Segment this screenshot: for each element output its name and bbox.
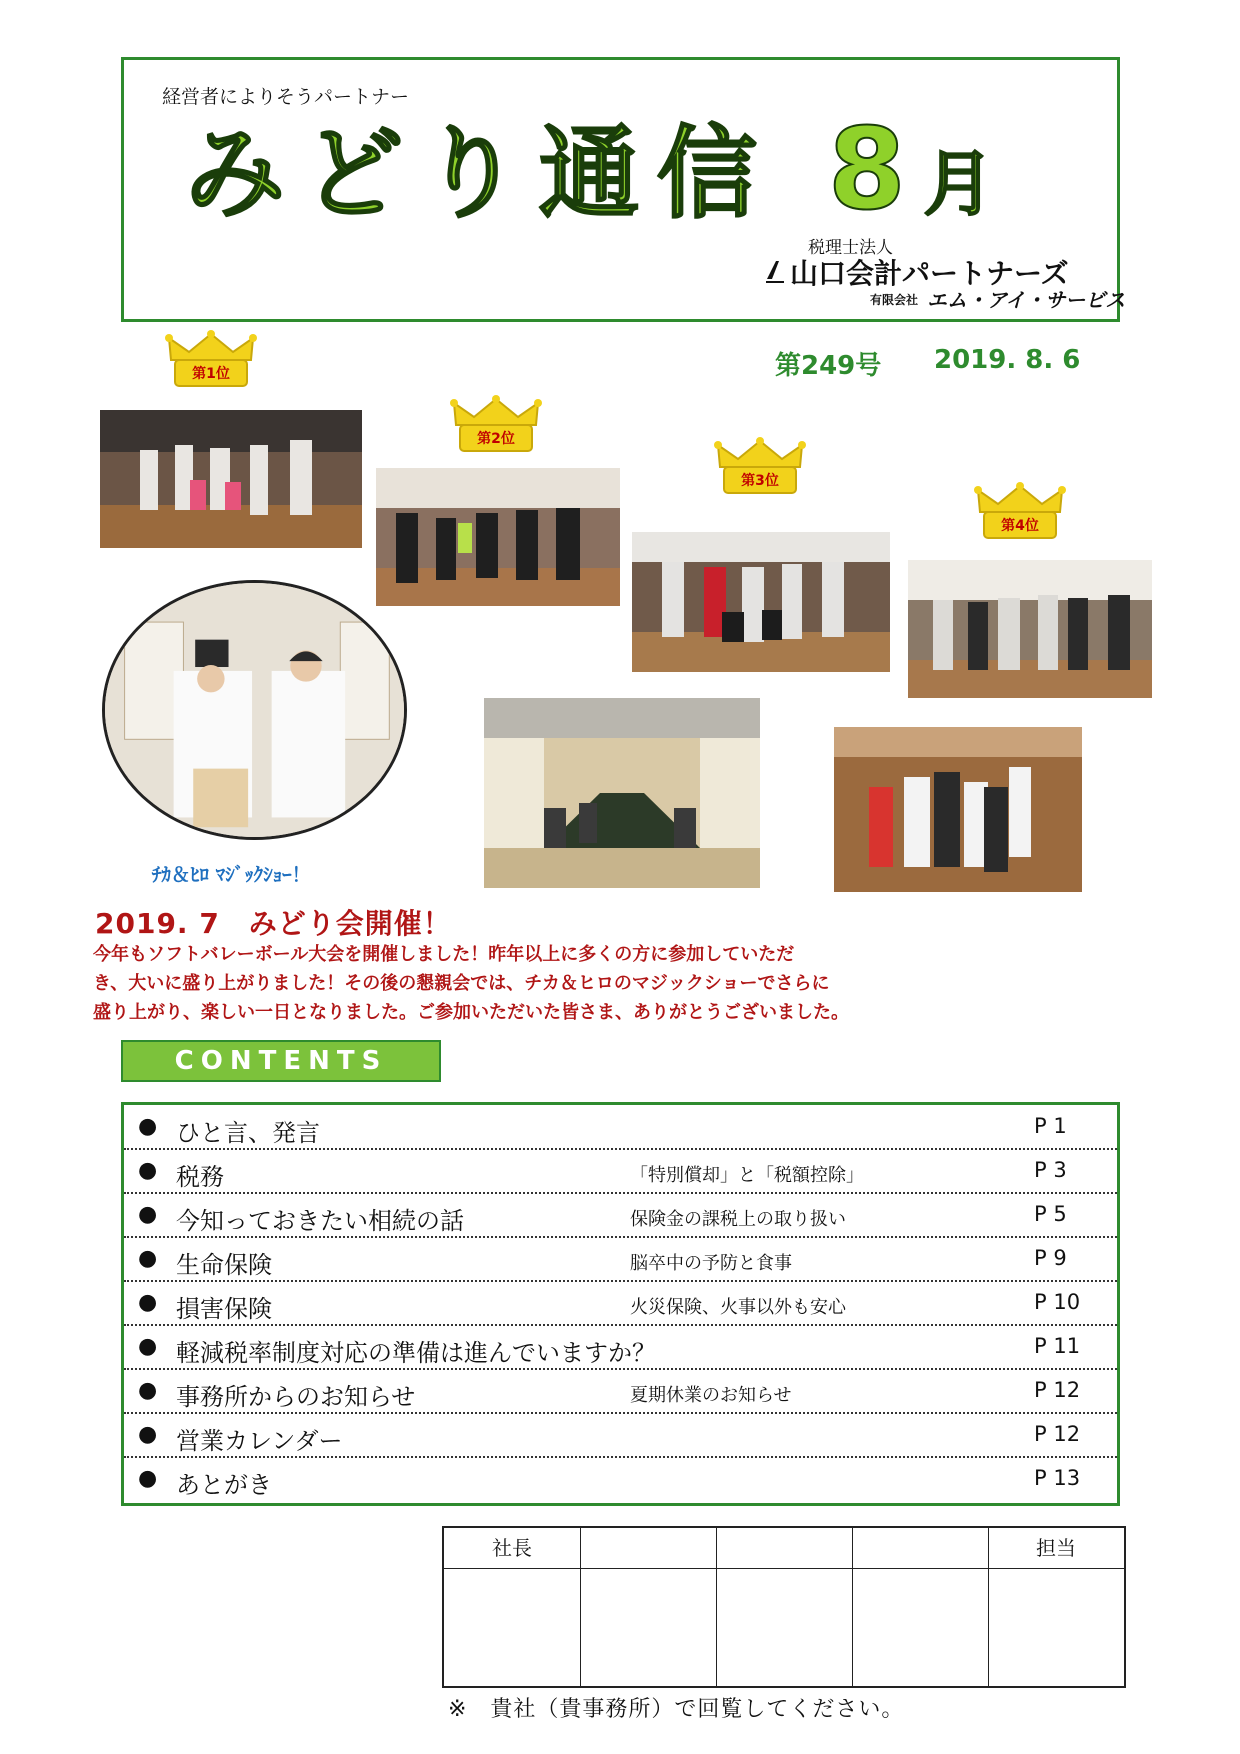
toc-page: P 5 [1034, 1202, 1067, 1226]
event-title: 2019. 7 みどり会開催！ [95, 907, 452, 940]
toc-title: 損害保険 [176, 1295, 272, 1323]
crown-rank-1 [165, 330, 257, 390]
photo-rank-4-team [908, 560, 1152, 698]
bullet-icon: ● [138, 1114, 158, 1139]
company-name: 山口会計パートナーズ [790, 257, 1069, 290]
toc-page: P 13 [1034, 1466, 1081, 1490]
toc-title: ひと言、発言 [176, 1119, 320, 1147]
event-line: き、大いに盛り上がりました！その後の懇親会では、チカ＆ヒロのマジックショーでさらに [93, 973, 830, 994]
toc-row [124, 1369, 1117, 1413]
company-logo-icon [764, 257, 786, 283]
toc-title: 今知っておきたい相続の話 [176, 1207, 464, 1235]
toc-row [124, 1457, 1117, 1501]
bullet-icon: ● [138, 1422, 158, 1447]
toc-subtitle: 火災保険、火事以外も安心 [630, 1297, 846, 1318]
event-line: 今年もソフトバレーボール大会を開催しました！昨年以上に多くの方に参加していただ [93, 944, 795, 965]
toc-title: 軽減税率制度対応の準備は進んでいますか？ [176, 1339, 656, 1367]
bullet-icon: ● [138, 1202, 158, 1227]
bullet-icon: ● [138, 1246, 158, 1271]
photo-magic-show [102, 580, 407, 840]
table-of-contents [121, 1102, 1120, 1506]
event-description [93, 940, 913, 1027]
toc-page: P 12 [1034, 1378, 1081, 1402]
rank-label: 第1位 [192, 366, 230, 382]
photo-rank-2-team [376, 468, 620, 606]
toc-page: P 1 [1034, 1114, 1067, 1138]
photo-rank-3-team [632, 532, 890, 672]
toc-subtitle: 保険金の課税上の取り扱い [630, 1209, 846, 1230]
crown-rank-4 [974, 482, 1066, 542]
toc-page: P 12 [1034, 1422, 1081, 1446]
toc-row [124, 1149, 1117, 1193]
toc-row [124, 1105, 1117, 1149]
toc-subtitle: 脳卒中の予防と食事 [630, 1253, 792, 1274]
toc-subtitle: 「特別償却」と「税額控除」 [630, 1165, 864, 1186]
photo-games [834, 727, 1082, 892]
subsidiary-type: 有限会社 [870, 293, 919, 307]
toc-row [124, 1413, 1117, 1457]
magic-show-caption: ﾁｶ＆ﾋﾛ ﾏｼﾞｯｸｼｮｰ！ [152, 864, 311, 886]
tagline: 経営者によりそうパートナー [162, 86, 410, 108]
toc-title: 生命保険 [176, 1251, 272, 1279]
circulation-note: ※ 貴社（貴事務所）で回覧してください。 [448, 1697, 905, 1722]
bullet-icon: ● [138, 1334, 158, 1359]
event-line: 盛り上がり、楽しい一日となりました。ご参加いただいた皆さま、ありがとうございました。 [93, 1002, 849, 1023]
rank-label: 第2位 [477, 431, 515, 447]
toc-title: 営業カレンダー [176, 1427, 343, 1455]
toc-row [124, 1281, 1117, 1325]
approval-stamp-table [442, 1526, 1126, 1688]
rank-label: 第4位 [1001, 518, 1039, 534]
stamp-cell[interactable] [852, 1528, 989, 1686]
stamp-header-staff: 担当 [1036, 1536, 1076, 1560]
subsidiary-name: エム・アイ・サービス [927, 288, 1126, 312]
corp-type: 税理士法人 [808, 238, 893, 258]
stamp-cell[interactable] [580, 1528, 717, 1686]
bullet-icon: ● [138, 1466, 158, 1491]
title-main: みどり通信 [185, 115, 775, 232]
toc-page: P 9 [1034, 1246, 1067, 1270]
stamp-cell[interactable] [716, 1528, 853, 1686]
bullet-icon: ● [138, 1290, 158, 1315]
title-month: 月 [923, 143, 994, 225]
newsletter-title [185, 105, 994, 244]
toc-row [124, 1193, 1117, 1237]
photo-rank-1-team [100, 410, 362, 548]
toc-row [124, 1325, 1117, 1369]
toc-row [124, 1237, 1117, 1281]
toc-page: P 10 [1034, 1290, 1081, 1314]
contents-heading: CONTENTS [121, 1040, 441, 1082]
toc-title: 事務所からのお知らせ [176, 1383, 416, 1411]
toc-title: 税務 [176, 1163, 224, 1191]
bullet-icon: ● [138, 1158, 158, 1183]
crown-rank-2 [450, 395, 542, 455]
crown-rank-3 [714, 437, 806, 497]
issue-date: 2019. 8. 6 [934, 345, 1081, 375]
title-number: 8 [827, 105, 924, 235]
issue-number: 第249号 [775, 351, 882, 381]
photo-banquet [484, 698, 760, 888]
toc-title: あとがき [176, 1471, 272, 1499]
stamp-header-president: 社長 [492, 1536, 532, 1560]
toc-subtitle: 夏期休業のお知らせ [630, 1385, 792, 1406]
rank-label: 第3位 [741, 473, 779, 489]
toc-page: P 11 [1034, 1334, 1081, 1358]
bullet-icon: ● [138, 1378, 158, 1403]
toc-page: P 3 [1034, 1158, 1067, 1182]
